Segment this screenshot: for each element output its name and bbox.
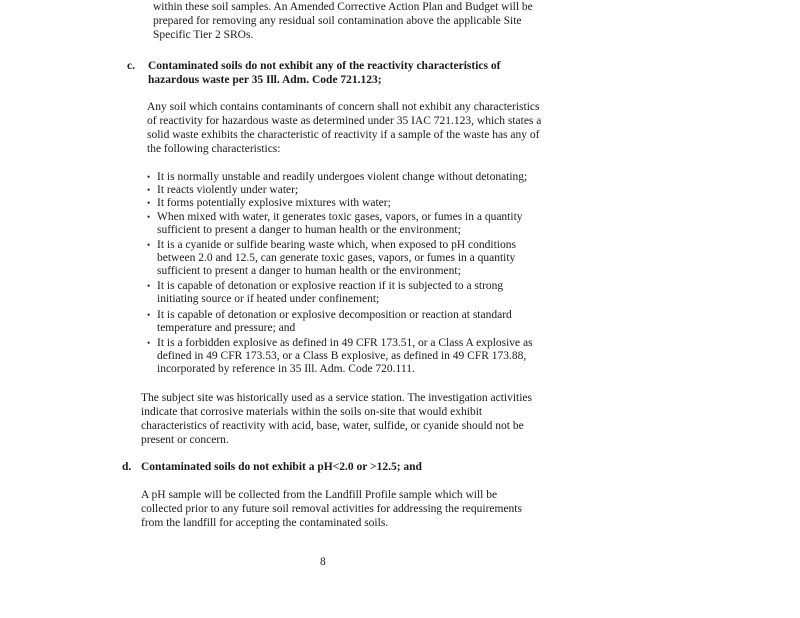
bullet-item-line: sufficient to present a danger to human health or the environment; [157,265,461,277]
bullet-item-line: It is normally unstable and readily undergoes violent change without detonating; [157,171,528,183]
section-c-closing-line: indicate that corrosive materials within the soils on-site that would exhibit [141,406,483,418]
section-c-intro-line: of reactivity for hazardous waste as determined under 35 IAC 721.123, which states a [147,115,542,127]
section-d-heading: Contaminated soils do not exhibit a pH<2.0 or >12.5; and [141,461,422,473]
section-c-intro-line: Any soil which contains contaminants of concern shall not exhibit any characteristics [147,101,540,113]
section-c-closing-line: The subject site was historically used as a service station. The investigation activities [141,392,533,404]
bullet-glyph: • [147,338,151,348]
bullet-item-line: temperature and pressure; and [157,322,296,334]
bullet-item-line: between 2.0 and 12.5, can generate toxic gases, vapors, or fumes in a quantity [157,252,516,264]
bullet-glyph: • [147,172,151,182]
top-paragraph-line: Specific Tier 2 SROs. [153,29,254,41]
bullet-item-line: It forms potentially explosive mixtures with water; [157,197,391,209]
bullet-glyph: • [147,281,151,291]
section-d-body-line: from the landfill for accepting the contaminated soils. [141,517,389,529]
bullet-item-line: incorporated by reference in 35 Ill. Adm. Code 720.111. [157,363,415,375]
section-c-closing-line: present or concern. [141,434,229,446]
bullet-glyph: • [147,310,151,320]
section-d-letter: d. [122,461,132,473]
bullet-item-line: It is a cyanide or sulfide bearing waste which, when exposed to pH conditions [157,239,516,251]
bullet-item-line: It is capable of detonation or explosive decomposition or reaction at standard [157,309,512,321]
bullet-item-line: It is capable of detonation or explosive reaction if it is subjected to a strong [157,280,504,292]
page-number: 8 [320,556,326,568]
section-d-body-line: collected prior to any future soil removal activities for addressing the requirements [141,503,522,515]
bullet-item-line: defined in 49 CFR 173.53, or a Class B explosive, as defined in 49 CFR 173.88, [157,350,527,362]
bullet-item-line: When mixed with water, it generates toxic gases, vapors, or fumes in a quantity [157,211,523,223]
section-c-heading: Contaminated soils do not exhibit any of the reactivity characteristics of [148,60,501,72]
section-c-intro-line: the following characteristics: [147,143,281,155]
bullet-glyph: • [147,185,151,195]
section-c-letter: c. [127,60,135,72]
bullet-glyph: • [147,198,151,208]
section-d-body-line: A pH sample will be collected from the Landfill Profile sample which will be [141,489,498,501]
section-c-closing-line: characteristics of reactivity with acid, base, water, sulfide, or cyanide should not be [141,420,524,432]
top-paragraph-line: within these soil samples. An Amended Corrective Action Plan and Budget will be [153,1,533,13]
top-paragraph-line: prepared for removing any residual soil contamination above the applicable Site [153,15,522,27]
section-c-heading: hazardous waste per 35 Ill. Adm. Code 721.123; [148,74,382,86]
bullet-item-line: initiating source or if heated under confinement; [157,293,380,305]
bullet-glyph: • [147,212,151,222]
bullet-item-line: It is a forbidden explosive as defined in 49 CFR 173.51, or a Class A explosive as [157,337,533,349]
section-c-intro-line: solid waste exhibits the characteristic of reactivity if a sample of the waste has any of [147,129,540,141]
bullet-item-line: It reacts violently under water; [157,184,299,196]
bullet-item-line: sufficient to present a danger to human health or the environment; [157,224,461,236]
bullet-glyph: • [147,240,151,250]
